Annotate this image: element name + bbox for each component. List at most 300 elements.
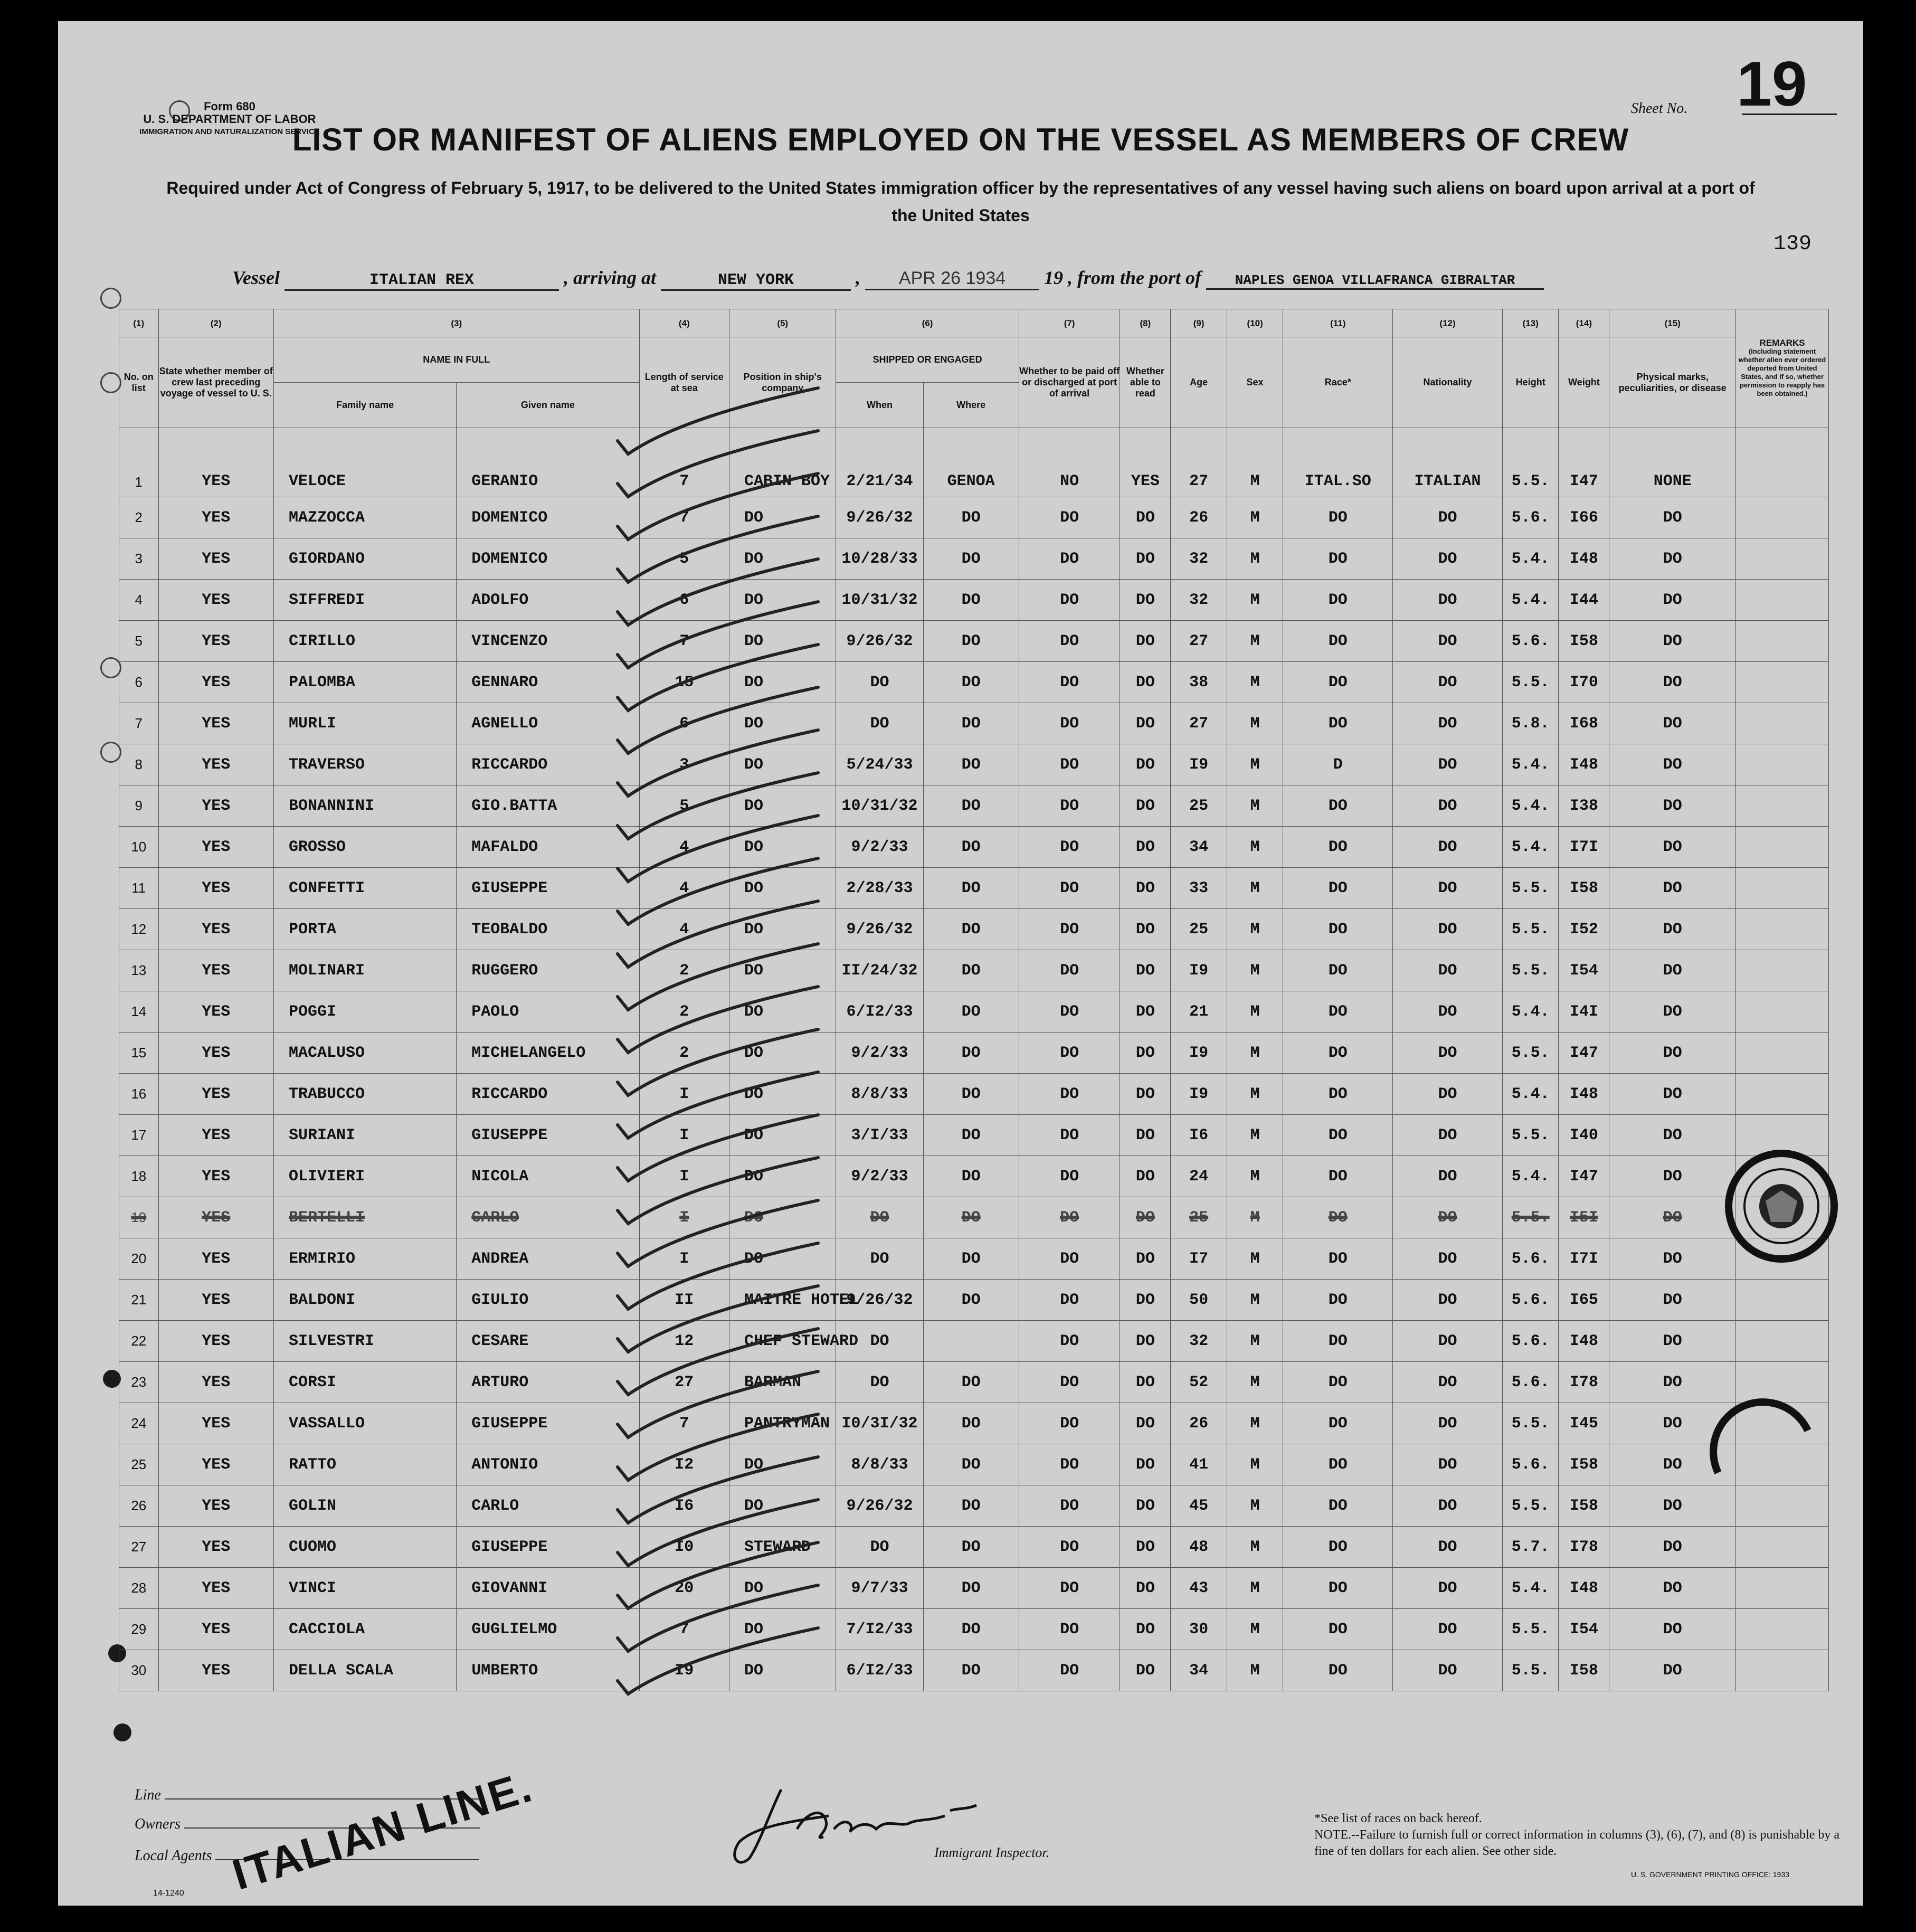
crew-row [119,1403,1829,1444]
service-length-cell: I [639,1074,729,1115]
col-number: (8) [1120,309,1171,337]
family-name-cell: GROSSO [273,827,456,868]
shipped-when-cell: 8/8/33 [836,1444,923,1485]
row-number-cell: 21 [119,1280,159,1321]
col-number: (7) [1019,309,1120,337]
paid-off-cell: DO [1019,744,1120,785]
nationality-cell: DO [1393,1403,1503,1444]
weight-cell: I4I [1559,991,1609,1033]
race-cell: DO [1283,1444,1393,1485]
shipped-when-cell: 10/31/32 [836,785,923,827]
race-cell: DO [1283,1197,1393,1238]
crew-status-cell: YES [158,1156,273,1197]
position-cell: DO [729,1485,836,1527]
shipped-when-cell: DO [836,703,923,744]
given-name-cell: AGNELLO [457,703,639,744]
weight-cell: I47 [1559,1156,1609,1197]
sex-cell: M [1227,1033,1283,1074]
able-to-read-cell: DO [1120,621,1171,662]
row-number-cell: 4 [119,580,159,621]
col-number: (11) [1283,309,1393,337]
voyage-line: Vessel ITALIAN REX , arriving at NEW YORK , APR 26 1934 19 , from the port of NAPLES GENOA VILLAFRANCA GIBRALTAR [232,267,1763,291]
row-number-cell: 11 [119,868,159,909]
race-cell: DO [1283,1568,1393,1609]
crew-status-cell: YES [158,1197,273,1238]
arrival-date-stamp: APR 26 1934 [865,268,1039,290]
given-name-cell: RUGGERO [457,950,639,991]
position-cell: DO [729,1609,836,1650]
crew-row [119,827,1829,868]
height-cell: 5.5. [1502,1033,1559,1074]
sex-cell: M [1227,1485,1283,1527]
given-name-cell: GERANIO [457,428,639,497]
given-name-cell: ANTONIO [457,1444,639,1485]
paid-off-cell: DO [1019,1197,1120,1238]
remarks-cell [1736,497,1829,538]
position-cell: DO [729,1033,836,1074]
position-cell: DO [729,744,836,785]
given-name-header: Given name [457,383,639,428]
race-cell: DO [1283,1280,1393,1321]
height-cell: 5.6. [1502,1280,1559,1321]
line-label: Line [135,1787,161,1803]
service-length-cell: I2 [639,1444,729,1485]
remarks-title: REMARKS [1759,338,1805,348]
weight-cell: I54 [1559,1609,1609,1650]
crew-status-cell: YES [158,1280,273,1321]
crew-row [119,950,1829,991]
paid-off-cell: DO [1019,1568,1120,1609]
position-cell: DO [729,991,836,1033]
position-cell: DO [729,538,836,580]
crew-status-cell: YES [158,909,273,950]
age-cell: 27 [1171,428,1227,497]
crew-status-cell: YES [158,1650,273,1691]
crew-row [119,1115,1829,1156]
race-footnote: *See list of races on back hereof. [1314,1812,1482,1825]
shipped-where-cell: DO [923,950,1019,991]
age-cell: 32 [1171,538,1227,580]
row-number-cell: 28 [119,1568,159,1609]
race-cell: DO [1283,1485,1393,1527]
able-to-read-cell: DO [1120,991,1171,1033]
sex-cell: M [1227,1197,1283,1238]
given-name-cell: VINCENZO [457,621,639,662]
position-cell: DO [729,1197,836,1238]
weight-header: Weight [1559,337,1609,428]
shipped-when-cell: DO [836,662,923,703]
crew-status-cell: YES [158,744,273,785]
position-cell: STEWARD [729,1527,836,1568]
service-length-cell: 6 [639,580,729,621]
crew-row [119,1033,1829,1074]
shipped-where-cell: DO [923,1238,1019,1280]
crew-status-header: State whether member of crew last preceding voyage of vessel to U. S. [158,337,273,428]
physical-marks-cell: DO [1609,662,1736,703]
service-length-cell: 12 [639,1321,729,1362]
crew-manifest-table [119,309,1829,1691]
shipped-when-cell: 9/2/33 [836,827,923,868]
age-cell: 30 [1171,1609,1227,1650]
row-number-cell: 20 [119,1238,159,1280]
sex-cell: M [1227,538,1283,580]
weight-cell: I47 [1559,428,1609,497]
height-cell: 5.8. [1502,703,1559,744]
height-cell: 5.4. [1502,827,1559,868]
physical-marks-cell: DO [1609,827,1736,868]
vessel-label: Vessel [232,267,280,288]
age-cell: I9 [1171,1033,1227,1074]
nationality-cell: DO [1393,662,1503,703]
name-in-full-header: NAME IN FULL [273,337,639,383]
row-number-cell: 26 [119,1485,159,1527]
weight-cell: I58 [1559,621,1609,662]
family-name-cell: GOLIN [273,1485,456,1527]
physical-marks-cell: DO [1609,1238,1736,1280]
race-cell: DO [1283,868,1393,909]
physical-marks-cell: DO [1609,744,1736,785]
paid-off-cell: DO [1019,1485,1120,1527]
physical-marks-cell: DO [1609,909,1736,950]
row-number-cell: 25 [119,1444,159,1485]
weight-cell: I40 [1559,1115,1609,1156]
age-cell: 48 [1171,1527,1227,1568]
row-number-cell: 30 [119,1650,159,1691]
crew-status-cell: YES [158,1321,273,1362]
age-cell: 32 [1171,1321,1227,1362]
service-length-cell: 2 [639,950,729,991]
page-title: LIST OR MANIFEST OF ALIENS EMPLOYED ON THE VESSEL AS MEMBERS OF CREW [292,122,1629,157]
crew-row [119,538,1829,580]
physical-marks-cell: DO [1609,1115,1736,1156]
row-number-cell: 13 [119,950,159,991]
physical-marks-cell: DO [1609,580,1736,621]
nationality-cell: DO [1393,1485,1503,1527]
position-cell: DO [729,621,836,662]
shipped-where-cell: DO [923,1403,1019,1444]
crew-rows [119,428,1829,1691]
nationality-cell: DO [1393,827,1503,868]
race-cell: DO [1283,1115,1393,1156]
remarks-cell [1736,991,1829,1033]
physical-marks-cell: DO [1609,1444,1736,1485]
given-name-cell: NICOLA [457,1156,639,1197]
row-number-cell: 7 [119,703,159,744]
height-cell: 5.6. [1502,1238,1559,1280]
race-cell: DO [1283,1403,1393,1444]
service-length-cell: 15 [639,662,729,703]
physical-marks-cell: DO [1609,1280,1736,1321]
position-cell: CABIN BOY [729,428,836,497]
crew-status-cell: YES [158,827,273,868]
shipped-when-cell: DO [836,1321,923,1362]
crew-status-cell: YES [158,991,273,1033]
remarks-cell [1736,538,1829,580]
shipped-when-cell: 10/31/32 [836,580,923,621]
crew-status-cell: YES [158,1238,273,1280]
physical-marks-cell: DO [1609,1074,1736,1115]
height-cell: 5.4. [1502,1074,1559,1115]
weight-cell: I58 [1559,1444,1609,1485]
weight-cell: I48 [1559,538,1609,580]
age-cell: 25 [1171,785,1227,827]
footnotes [1314,1811,1842,1860]
nationality-cell: DO [1393,950,1503,991]
crew-row [119,785,1829,827]
nationality-cell: DO [1393,1650,1503,1691]
height-cell: 5.4. [1502,1568,1559,1609]
shipped-when-cell: I0/3I/32 [836,1403,923,1444]
crew-status-cell: YES [158,1609,273,1650]
physical-marks-cell: DO [1609,1485,1736,1527]
service-length-cell: II [639,1280,729,1321]
weight-cell: I70 [1559,662,1609,703]
age-cell: 34 [1171,827,1227,868]
family-name-cell: PALOMBA [273,662,456,703]
age-cell: 43 [1171,1568,1227,1609]
italian-line-stamp: ITALIAN LINE. [227,1762,538,1899]
age-cell: 21 [1171,991,1227,1033]
height-cell: 5.6. [1502,621,1559,662]
crew-row [119,1650,1829,1691]
service-length-cell: I9 [639,1650,729,1691]
row-number-cell: 24 [119,1403,159,1444]
age-cell: 27 [1171,621,1227,662]
family-name-cell: PORTA [273,909,456,950]
arriving-label: , arriving at [564,267,657,288]
local-form-code: 14-1240 [153,1889,184,1898]
given-name-cell: GIUSEPPE [457,1403,639,1444]
shipped-where-cell: DO [923,1609,1019,1650]
position-cell: DO [729,580,836,621]
race-cell: DO [1283,991,1393,1033]
when-header: When [836,383,923,428]
remarks-cell [1736,703,1829,744]
family-name-header: Family name [273,383,456,428]
nationality-cell: DO [1393,497,1503,538]
remarks-cell [1736,1074,1829,1115]
age-cell: I6 [1171,1115,1227,1156]
position-cell: MAITRE HOTEL [729,1280,836,1321]
sex-cell: M [1227,868,1283,909]
row-number-cell: 9 [119,785,159,827]
nationality-cell: DO [1393,1033,1503,1074]
crew-status-cell: YES [158,1485,273,1527]
height-cell: 5.4. [1502,1156,1559,1197]
checkmark-strokes [607,414,839,1766]
able-to-read-cell: DO [1120,538,1171,580]
row-number-cell: 15 [119,1033,159,1074]
row-number-cell: 29 [119,1609,159,1650]
where-header: Where [923,383,1019,428]
printing-office-imprint: U. S. GOVERNMENT PRINTING OFFICE: 1933 [1631,1870,1790,1879]
nationality-cell: DO [1393,580,1503,621]
position-cell: DO [729,703,836,744]
paid-off-cell: DO [1019,1527,1120,1568]
weight-cell: I45 [1559,1403,1609,1444]
remarks-cell [1736,1568,1829,1609]
physical-marks-cell: DO [1609,621,1736,662]
age-cell: I9 [1171,744,1227,785]
sex-cell: M [1227,497,1283,538]
remarks-cell [1736,1362,1829,1403]
arriving-port: NEW YORK [661,271,851,291]
paid-off-cell: DO [1019,1156,1120,1197]
height-cell: 5.6. [1502,497,1559,538]
family-name-cell: POGGI [273,991,456,1033]
sex-cell: M [1227,744,1283,785]
col-number: (13) [1502,309,1559,337]
family-name-cell: DELLA SCALA [273,1650,456,1691]
crew-row [119,1527,1829,1568]
age-cell: 45 [1171,1485,1227,1527]
col-number: (3) [273,309,639,337]
paid-off-header: Whether to be paid off or discharged at port of arrival [1019,337,1120,428]
crew-status-cell: YES [158,428,273,497]
nationality-cell: DO [1393,1609,1503,1650]
given-name-cell: ANDREA [457,1238,639,1280]
age-header: Age [1171,337,1227,428]
family-name-cell: BERTELLI [273,1197,456,1238]
sex-cell: M [1227,950,1283,991]
race-cell: DO [1283,580,1393,621]
sex-cell: M [1227,621,1283,662]
nationality-cell: DO [1393,991,1503,1033]
age-cell: 26 [1171,497,1227,538]
physical-marks-cell: DO [1609,868,1736,909]
page-subtitle: Required under Act of Congress of February 5, 1917, to be delivered to the United States immigration officer by the representatives of any vessel having such aliens on board upon arrival at a port of the United States [166,178,1755,225]
nationality-cell: DO [1393,1156,1503,1197]
paid-off-cell: DO [1019,621,1120,662]
height-cell: 5.5. [1502,1115,1559,1156]
physical-marks-cell: DO [1609,538,1736,580]
physical-marks-cell: DO [1609,703,1736,744]
service-length-cell: 7 [639,428,729,497]
service-length-cell: I6 [639,1485,729,1527]
sex-cell: M [1227,1650,1283,1691]
position-cell: DO [729,1650,836,1691]
weight-cell: I7I [1559,827,1609,868]
weight-cell: I58 [1559,1650,1609,1691]
height-cell: 5.5. [1502,662,1559,703]
from-label: , from the port of [1068,267,1202,288]
nationality-cell: DO [1393,868,1503,909]
row-number-cell: 23 [119,1362,159,1403]
able-to-read-cell: DO [1120,827,1171,868]
shipped-when-cell: 5/24/33 [836,744,923,785]
service-length-cell: I [639,1115,729,1156]
position-cell: DO [729,1156,836,1197]
remarks-header [1736,309,1829,428]
weight-cell: I52 [1559,909,1609,950]
nationality-cell: DO [1393,1115,1503,1156]
given-name-cell: UMBERTO [457,1650,639,1691]
sex-cell: M [1227,1115,1283,1156]
penalty-footnote: NOTE.--Failure to furnish full or correct information in columns (3), (6), (7), and (8) is punishable by a fine of ten dollars for each alien. See other side. [1314,1828,1840,1858]
race-cell: DO [1283,1321,1393,1362]
physical-marks-cell: DO [1609,1362,1736,1403]
service-length-cell: 20 [639,1568,729,1609]
family-name-cell: MURLI [273,703,456,744]
crew-status-cell: YES [158,1444,273,1485]
service-length-cell: 4 [639,827,729,868]
race-cell: DO [1283,1650,1393,1691]
race-cell: DO [1283,662,1393,703]
weight-cell: I48 [1559,1321,1609,1362]
row-number-cell: 6 [119,662,159,703]
given-name-cell: MAFALDO [457,827,639,868]
weight-cell: I38 [1559,785,1609,827]
able-to-read-cell: DO [1120,1403,1171,1444]
weight-cell: I68 [1559,703,1609,744]
shipped-where-cell: DO [923,1197,1019,1238]
sex-cell: M [1227,703,1283,744]
given-name-cell: GIOVANNI [457,1568,639,1609]
physical-marks-cell: DO [1609,1197,1736,1238]
race-cell: DO [1283,703,1393,744]
able-to-read-cell: DO [1120,909,1171,950]
crew-status-cell: YES [158,1568,273,1609]
shipped-when-cell: 2/28/33 [836,868,923,909]
given-name-cell: CESARE [457,1321,639,1362]
physical-marks-cell: DO [1609,1403,1736,1444]
height-cell: 5.4. [1502,991,1559,1033]
paid-off-cell: DO [1019,497,1120,538]
row-number-cell: 22 [119,1321,159,1362]
able-to-read-cell: DO [1120,785,1171,827]
age-cell: 24 [1171,1156,1227,1197]
crew-row [119,1485,1829,1527]
physical-marks-cell: DO [1609,1650,1736,1691]
shipped-where-cell: DO [923,662,1019,703]
given-name-cell: GIUSEPPE [457,1527,639,1568]
punch-hole [100,657,121,678]
paid-off-cell: DO [1019,1280,1120,1321]
service-length-cell: 7 [639,1403,729,1444]
able-read-header: Whether able to read [1120,337,1171,428]
age-cell: 34 [1171,1650,1227,1691]
sheet-number: 19 [1737,49,1807,119]
crew-row [119,703,1829,744]
family-name-cell: GIORDANO [273,538,456,580]
crew-row [119,580,1829,621]
punch-hole [100,742,121,763]
weight-cell: I48 [1559,744,1609,785]
col-number: (2) [158,309,273,337]
remarks-note: (Including statement whether alien ever ordered deported from United States, and if so, whether permission to reapply has been obtained.) [1738,347,1826,397]
family-name-cell: CUOMO [273,1527,456,1568]
paid-off-cell: DO [1019,950,1120,991]
age-cell: 25 [1171,1197,1227,1238]
service-length-cell: 4 [639,909,729,950]
age-cell: I7 [1171,1238,1227,1280]
shipped-when-cell: 9/7/33 [836,1568,923,1609]
given-name-cell: RICCARDO [457,744,639,785]
crew-status-cell: YES [158,497,273,538]
height-cell: 5.4. [1502,785,1559,827]
col-number: (15) [1609,309,1736,337]
race-cell: DO [1283,1527,1393,1568]
family-name-cell: CACCIOLA [273,1609,456,1650]
paid-off-cell: DO [1019,991,1120,1033]
weight-cell: I58 [1559,1485,1609,1527]
shipped-where-cell: GENOA [923,428,1019,497]
shipped-where-cell: DO [923,580,1019,621]
sex-cell: M [1227,1444,1283,1485]
physical-marks-cell: DO [1609,1321,1736,1362]
crew-row [119,1074,1829,1115]
family-name-cell: SILVESTRI [273,1321,456,1362]
